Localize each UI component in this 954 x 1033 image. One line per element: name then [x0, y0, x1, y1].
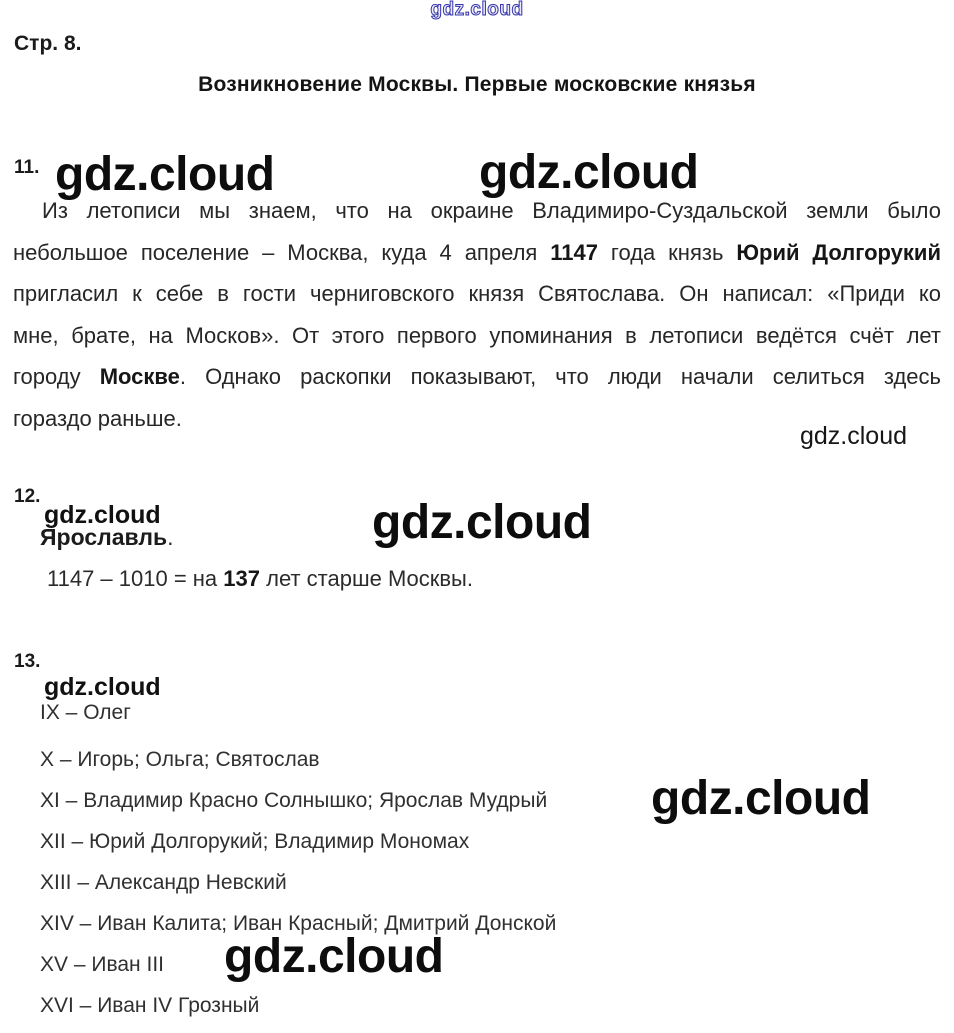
- task-12-equation: [47, 566, 473, 592]
- task-12-number: 12.: [14, 486, 41, 507]
- task-11-number: 11.: [14, 157, 40, 178]
- watermark-task12-large: gdz.cloud: [372, 496, 592, 549]
- paragraph-line: [13, 281, 941, 307]
- city-period: .: [167, 524, 174, 550]
- text-segment: небольшое поселение – Москва, куда 4 апреля: [13, 240, 551, 265]
- watermark-task12-small: gdz.cloud: [44, 501, 161, 529]
- text-segment: городу: [13, 364, 100, 389]
- century-list-item: XV – Иван III: [40, 953, 164, 976]
- task-13-number: 13.: [14, 651, 41, 672]
- watermark-task11-right: gdz.cloud: [479, 146, 699, 199]
- century-list-item: XII – Юрий Долгорукий; Владимир Мономах: [40, 830, 470, 853]
- century-list-item: XIV – Иван Калита; Иван Красный; Дмитрий Донской: [40, 912, 557, 935]
- century-list-item: XIII – Александр Невский: [40, 871, 287, 894]
- text-segment: . Однако раскопки показывают, что люди начали селиться здесь: [179, 364, 941, 389]
- text-segment-bold: Юрий Долгорукий: [736, 240, 941, 265]
- text-segment-bold: 1147: [550, 240, 598, 265]
- century-list-item: X – Игорь; Ольга; Святослав: [40, 748, 320, 771]
- century-list-item: XI – Владимир Красно Солнышко; Ярослав Мудрый: [40, 789, 548, 812]
- page-label: Стр. 8.: [14, 32, 82, 55]
- century-list-item: XVI – Иван IV Грозный: [40, 994, 260, 1017]
- watermark-xv-row: gdz.cloud: [224, 930, 444, 983]
- text-segment: гораздо раньше.: [13, 406, 182, 431]
- page-title: Возникновение Москвы. Первые московские князья: [198, 73, 756, 96]
- paragraph-line: [13, 240, 941, 266]
- equation-segment: 1147 – 1010 = на: [47, 566, 224, 591]
- paragraph-line: [13, 323, 941, 349]
- watermark-top: gdz.cloud: [430, 0, 524, 20]
- watermark-task11-left: gdz.cloud: [55, 148, 275, 201]
- text-segment-bold: Москве: [99, 364, 180, 389]
- watermark-xi-row: gdz.cloud: [651, 772, 871, 825]
- text-segment: мне, брате, на Москов». От этого первого упоминания в летописи ведётся счёт лет: [13, 323, 941, 348]
- watermark-task13-small: gdz.cloud: [44, 673, 161, 701]
- text-segment: Из летописи мы знаем, что на окраине Владимиро-Суздальской земли было: [42, 198, 941, 223]
- watermark-after-paragraph: gdz.cloud: [800, 422, 908, 450]
- task-12-answer-city: [40, 525, 174, 550]
- equation-result: 137: [223, 566, 260, 591]
- equation-segment: лет старше Москвы.: [260, 566, 473, 591]
- paragraph-line: [13, 364, 941, 390]
- text-segment: пригласил к себе в гости черниговского князя Святослава. Он написал: «Приди ко: [13, 281, 941, 306]
- city-name: Ярославль: [40, 524, 168, 550]
- century-list-item: IX – Олег: [40, 701, 131, 724]
- paragraph-line: [13, 198, 941, 224]
- text-segment: года князь: [597, 240, 737, 265]
